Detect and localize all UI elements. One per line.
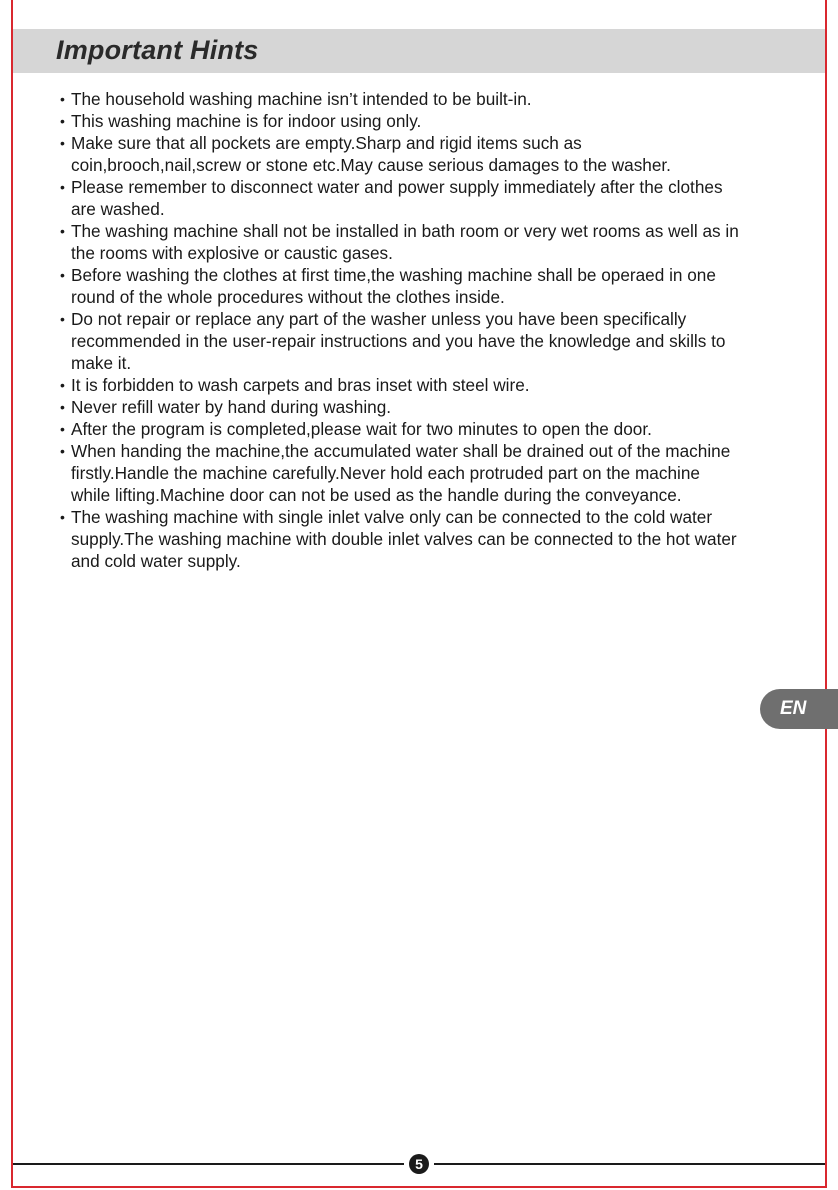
hint-text: When handing the machine,the accumulated water shall be drained out of the machine firstly.Handle the machine carefully.Never hold each protruded part on the machine while lifting.Machine door can not be used as the handle during the conveyance.	[71, 441, 731, 505]
bullet-icon: •	[60, 223, 65, 239]
bullet-icon: •	[60, 267, 65, 283]
bullet-icon: •	[60, 311, 65, 327]
hint-text: Make sure that all pockets are empty.Sharp and rigid items such as coin,brooch,nail,screw or stone etc.May cause serious damages to the washer.	[71, 133, 671, 175]
language-label: EN	[780, 698, 807, 719]
bullet-icon: •	[60, 179, 65, 195]
hint-text: Please remember to disconnect water and power supply immediately after the clothes are washed.	[71, 177, 723, 219]
bullet-icon: •	[60, 113, 65, 129]
list-item	[60, 88, 740, 110]
hint-text: This washing machine is for indoor using only.	[71, 111, 422, 131]
hint-text: Never refill water by hand during washing.	[71, 397, 392, 417]
list-item	[60, 176, 740, 220]
bullet-icon: •	[60, 509, 65, 525]
list-item	[60, 396, 740, 418]
bullet-icon: •	[60, 421, 65, 437]
page-number-badge: 5	[409, 1154, 429, 1174]
list-item	[60, 132, 740, 176]
hint-text: Do not repair or replace any part of the washer unless you have been specifically recommended in the user-repair instructions and you have the knowledge and skills to make it.	[71, 309, 726, 373]
bullet-icon: •	[60, 377, 65, 393]
bullet-icon: •	[60, 399, 65, 415]
hint-text: Before washing the clothes at first time,the washing machine shall be operaed in one round of the whole procedures without the clothes inside.	[71, 265, 716, 307]
list-item	[60, 308, 740, 374]
hints-list	[60, 88, 740, 572]
hint-text: The washing machine with single inlet valve only can be connected to the cold water supply.The washing machine with double inlet valves can be connected to the hot water and cold water supply.	[71, 507, 737, 571]
list-item	[60, 220, 740, 264]
list-item	[60, 440, 740, 506]
footer-divider-left	[13, 1163, 404, 1165]
page-title: Important Hints	[56, 35, 259, 65]
footer-divider-right	[434, 1163, 825, 1165]
list-item	[60, 110, 740, 132]
bullet-icon: •	[60, 91, 65, 107]
list-item	[60, 374, 740, 396]
list-item	[60, 264, 740, 308]
bullet-icon: •	[60, 135, 65, 151]
list-item	[60, 506, 740, 572]
hint-text: It is forbidden to wash carpets and bras inset with steel wire.	[71, 375, 530, 395]
hint-text: The washing machine shall not be installed in bath room or very wet rooms as well as in the rooms with explosive or caustic gases.	[71, 221, 739, 263]
list-item	[60, 418, 740, 440]
hint-text: After the program is completed,please wait for two minutes to open the door.	[71, 419, 652, 439]
hint-text: The household washing machine isn’t intended to be built-in.	[71, 89, 532, 109]
bullet-icon: •	[60, 443, 65, 459]
